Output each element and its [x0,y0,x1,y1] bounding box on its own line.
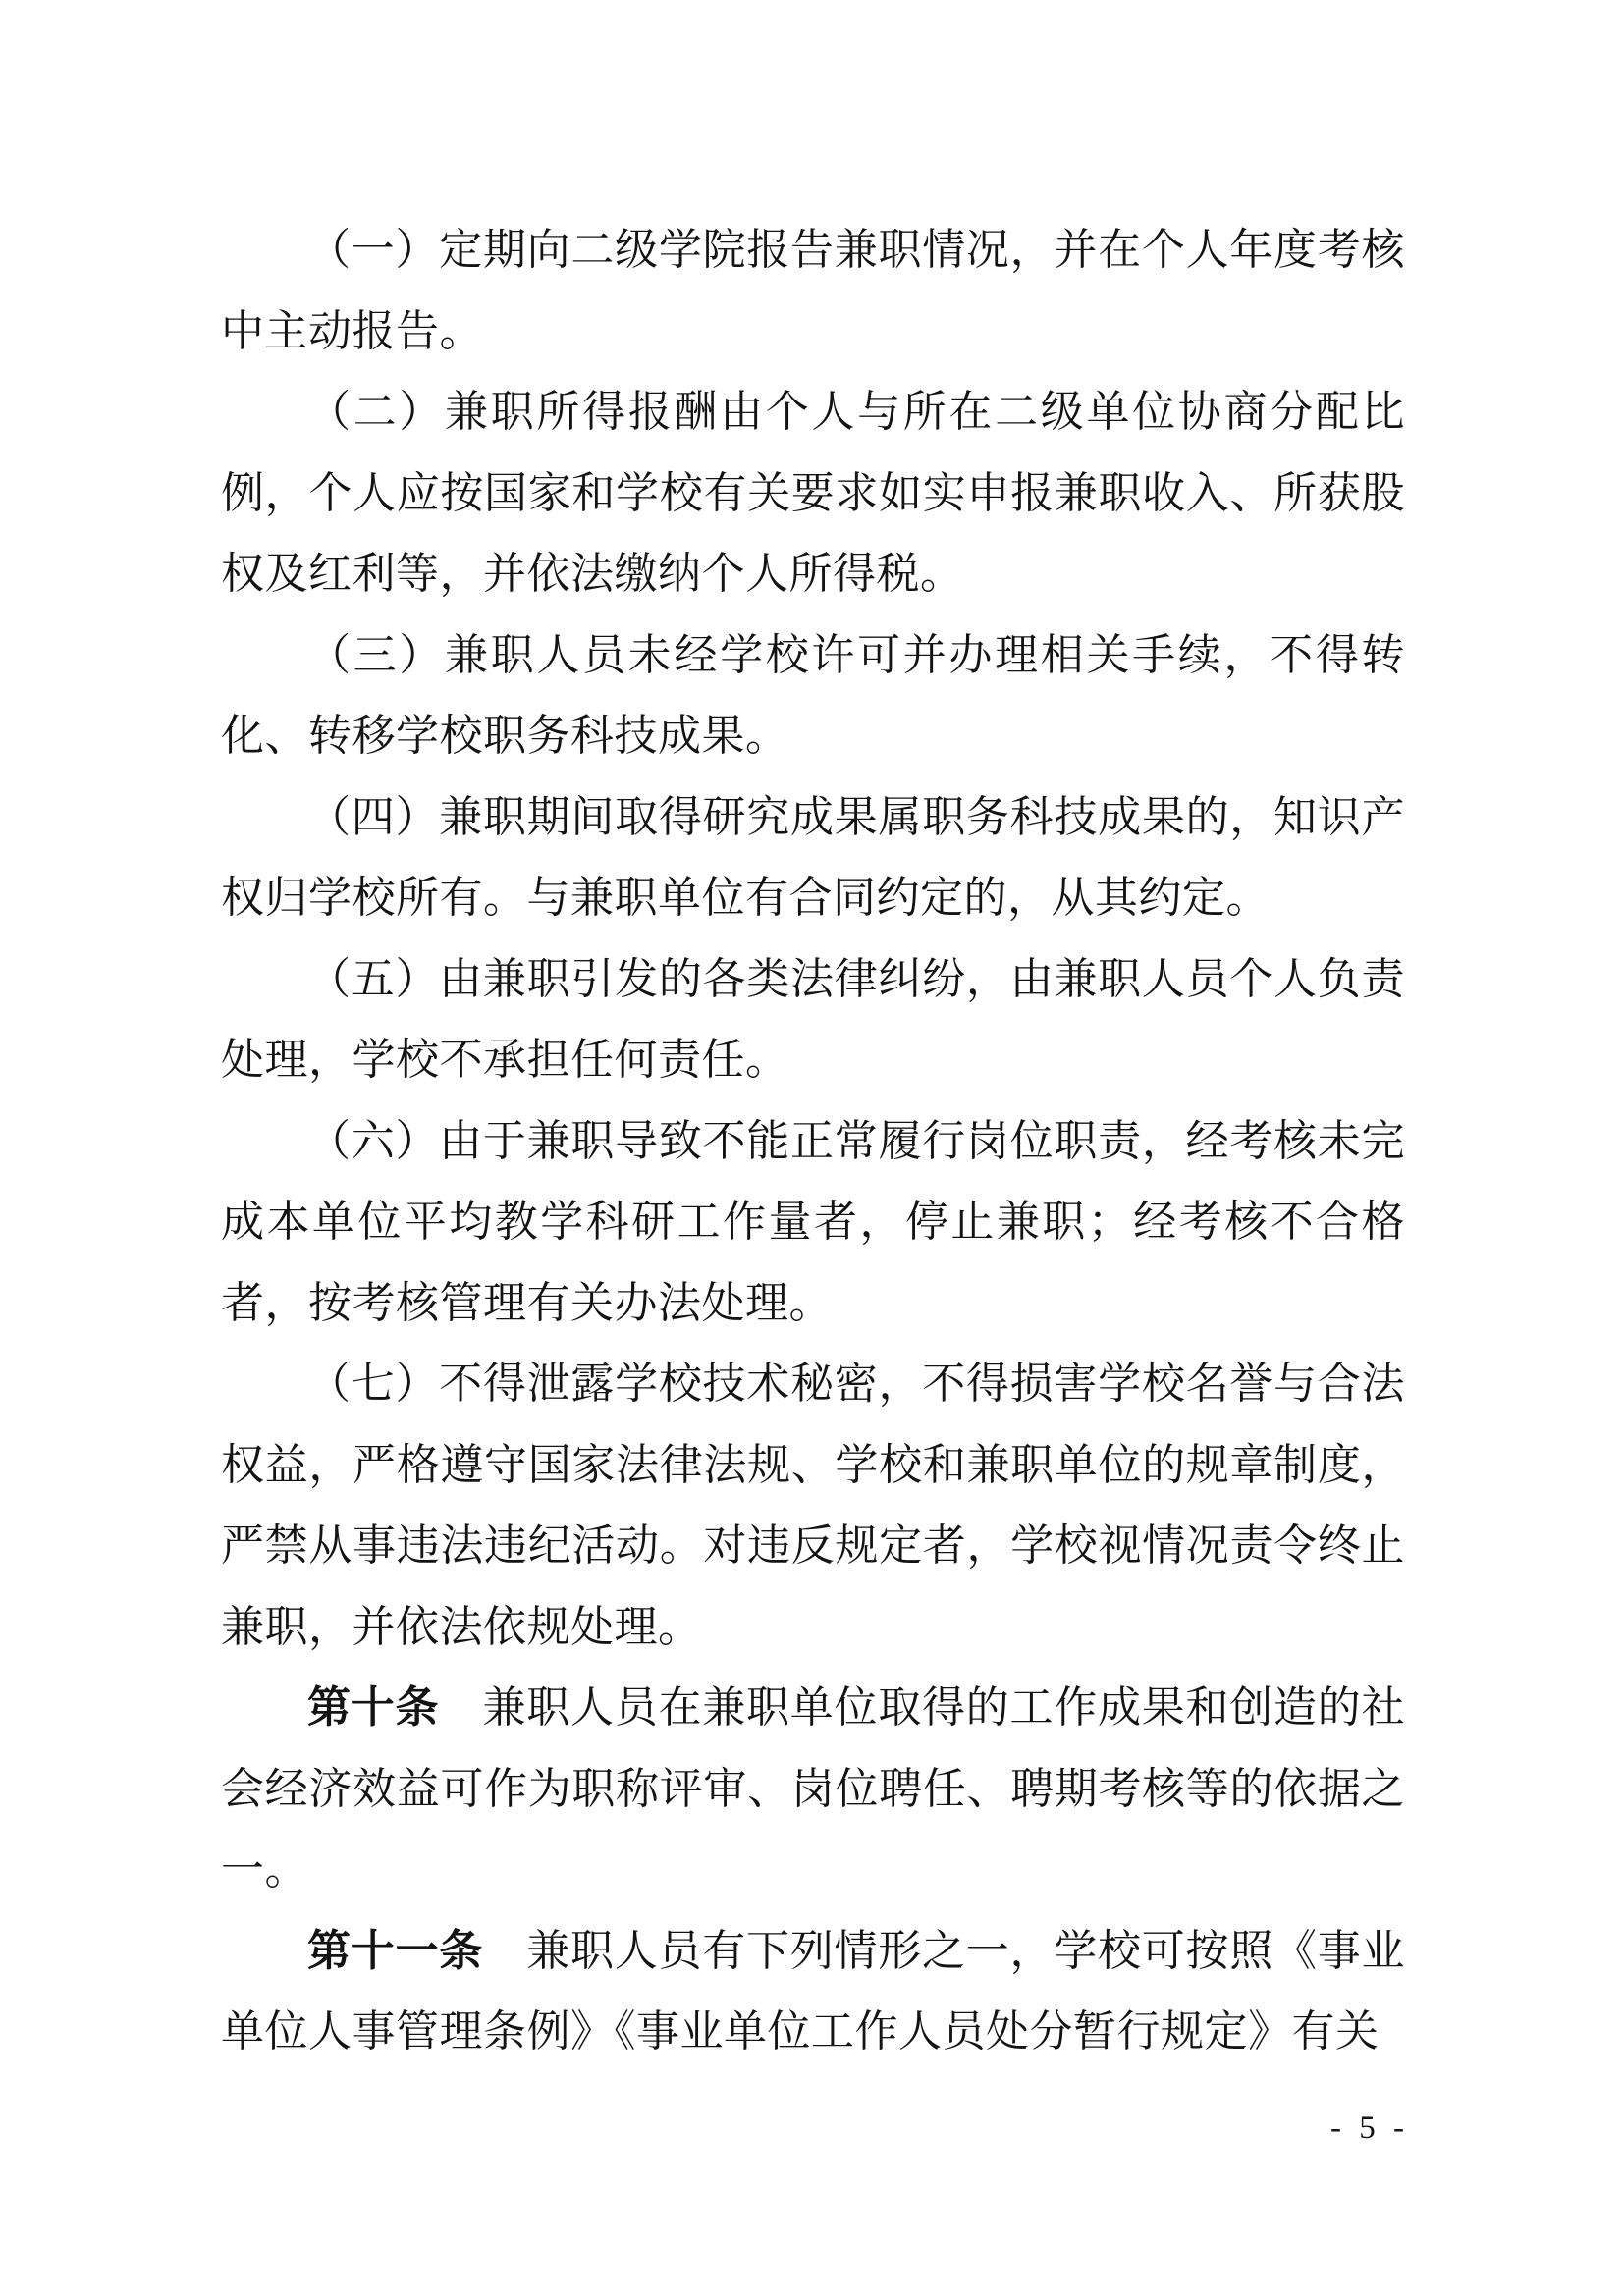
list-item-6: （六）由于兼职导致不能正常履行岗位职责，经考核未完成本单位平均教学科研工作量者，停止兼职；经考核不合格者，按考核管理有关办法处理。 [221,1116,1405,1327]
document-body [221,210,1405,2073]
article-11-number: 第十一条 [307,1926,483,1975]
article-10-text: 兼职人员在兼职单位取得的工作成果和创造的社会经济效益可作为职称评审、岗位聘任、聘期考核等的依据之一。 [221,1683,1405,1894]
list-item-5: （五）由兼职引发的各类法律纠纷，由兼职人员个人负责处理，学校不承担任何责任。 [221,954,1405,1084]
article-10-number: 第十条 [307,1683,440,1732]
article-10 [221,1668,1405,1911]
list-item-7: （七）不得泄露学校技术秘密，不得损害学校名誉与合法权益，严格遵守国家法律法规、学校和兼职单位的规章制度，严禁从事违法违纪活动。对违反规定者，学校视情况责令终止兼职，并依法依规处理。 [221,1360,1405,1651]
page-number: - 5 - [1330,2110,1409,2146]
list-item-1: （一）定期向二级学院报告兼职情况，并在个人年度考核中主动报告。 [221,226,1405,355]
list-item-4: （四）兼职期间取得研究成果属职务科技成果的，知识产权归学校所有。与兼职单位有合同约定的，从其约定。 [221,792,1405,922]
article-11-text: 兼职人员有下列情形之一，学校可按照《事业单位人事管理条例》《事业单位工作人员处分暂行规定》有关 [221,1926,1405,2056]
article-11 [221,1911,1405,2073]
list-item-2: （二）兼职所得报酬由个人与所在二级单位协商分配比例，个人应按国家和学校有关要求如实申报兼职收入、所获股权及红利等，并依法缴纳个人所得税。 [221,388,1405,598]
list-item-3: （三）兼职人员未经学校许可并办理相关手续，不得转化、转移学校职务科技成果。 [221,630,1405,760]
